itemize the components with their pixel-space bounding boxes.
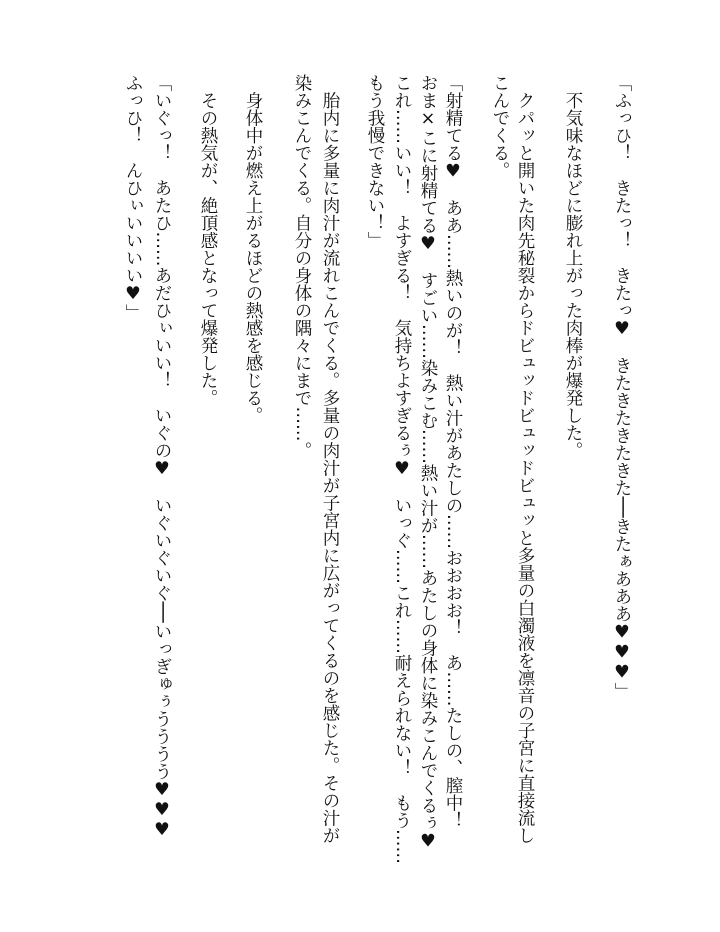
text-line: おま×こに射精てる♥ すごい……染みこむ……熱い汁が……あたしの身体に染みこんでくるぅ♥	[418, 74, 438, 852]
text-line: もう我慢できない！」	[365, 74, 385, 249]
text-line: 染みこんでくる。自分の身体の隅々にまで……。	[292, 74, 312, 459]
text-line: 胎内に多量に肉汁が流れこんでくる。多量の肉汁が子宮内に広がってくるのを感じた。その汁が	[320, 74, 340, 844]
text-line: クパッと開いた肉先秘裂からドビュッドビュッドビュッと多量の白濁液を凛音の子宮に直接流し	[515, 74, 535, 844]
text-line: その熱気が、絶頂感となって爆発した。	[198, 74, 218, 407]
text-line: 「ふっひ！ きたっ！ きたっ♥ きたきたきたきた──きたぁあああ♥♥♥」	[612, 74, 632, 701]
text-line: ふっひ！ んひぃいいいい♥」	[123, 74, 143, 322]
text-line: 不気味なほどに膨れ上がった肉棒が爆発した。	[563, 74, 583, 459]
text-line: こんでくる。	[490, 74, 510, 179]
text-line: これ……いい！ よすぎる！ 気持ちよすぎるぅ♥ いっぐ……これ……耐えられない！ もう……	[392, 74, 412, 864]
text-line: 身体中が燃え上がるほどの熱感を感じる。	[243, 74, 263, 424]
text-line: 「射精てる♥ ああ……熱いのが！ 熱い汁があたしの……おおおお！ あ……たしの、膣中！	[443, 74, 463, 829]
text-line: 「いぐっ！ あたひ……あだひぃいい！ いぐの♥ いぐいぐいぐ──いっぎゅぅうううう♥♥♥	[152, 74, 172, 841]
